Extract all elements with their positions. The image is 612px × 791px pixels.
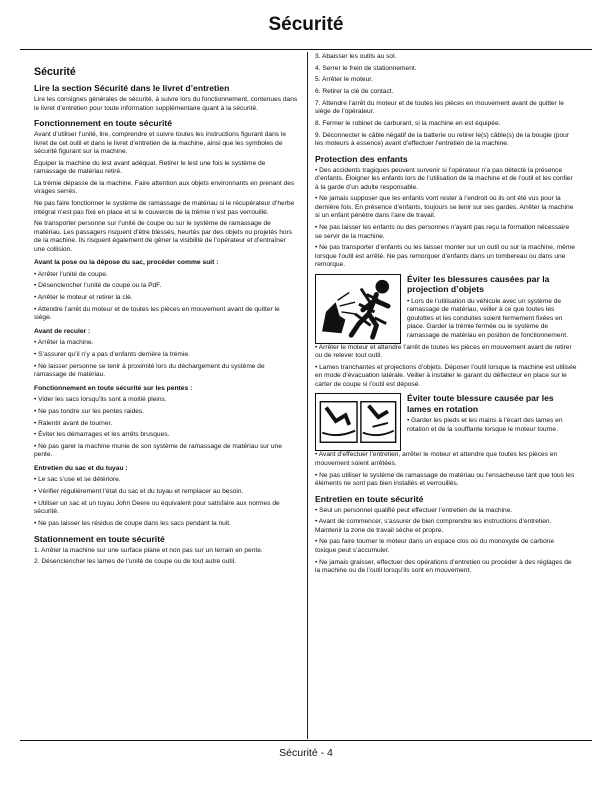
list-item: • Ne pas garer la machine munie de son système de ramassage de matériau sur une pente.	[34, 442, 282, 459]
list-item: • Utiliser un sac et un tuyau John Deere ou équivalent pour satisfaire aux normes de sécurité.	[34, 499, 280, 516]
list-item: 2. Désenclencher les lames de l’unité de coupe ou de tout autre outil.	[34, 558, 236, 566]
section-title: Sécurité	[34, 66, 76, 78]
list-item: • Avant de commencer, s’assurer de bien comprendre les instructions d’entretien. Maintenir la zone de travail sèche et propre.	[315, 518, 552, 534]
column-divider	[307, 52, 308, 739]
operation-paragraph: Équiper la machine du lest avant adéquat. Retirer le lest une fois le système de ramassage de matériau retiré.	[34, 159, 266, 176]
list-item: • Arrêter le moteur et attendre l’arrêt de toutes les pièces en mouvement avant de retirer ou de relever tout outil.	[315, 343, 572, 360]
projectile-heading: Éviter les blessures causées par la projection d’objets	[407, 273, 550, 295]
list-item: • Désenclencher l’unité de coupe ou la PdF.	[34, 282, 162, 290]
list-item: • Arrêter la machine.	[34, 339, 94, 347]
bag-heading: Avant la pose ou la dépose du sac, procéder comme suit :	[34, 259, 219, 267]
projectile-side-text: • Lors de l’utilisation du véhicule avec un système de ramassage de matériau, veiller à ce que toutes les goulottes et les conduites soient fermement fixées en place. Garder la trémie fermée ou le système de ramassage de matériau en position de fonctionnement.	[407, 297, 568, 339]
children-heading: Protection des enfants	[315, 153, 408, 164]
blade-heading: Éviter toute blessure causée par les lames en rotation	[407, 393, 554, 414]
projectile-warning	[315, 274, 577, 344]
list-item: • Le sac s’use et se détériore.	[34, 476, 121, 484]
list-item: • Ne pas utiliser le système de ramassage de matériau ou l’ensacheuse tant que tous les éléments ne sont pas bien installés et verrouillés.	[315, 471, 575, 488]
operation-heading: Fonctionnement en toute sécurité	[34, 118, 172, 128]
left-column	[34, 58, 298, 570]
operation-paragraph: Avant d’utiliser l’unité, lire, comprendre et suivre toutes les instructions figurant dans le livret de cet outil et dans le livret d’entretien de la machine, ainsi que les symboles de sécurité figurant sur la machine.	[34, 131, 287, 155]
list-item: • Vérifier régulièrement l’état du sac et du tuyau et remplacer au besoin.	[34, 488, 244, 496]
list-item: 1. Arrêter la machine sur une surface plane et non pas sur un terrain en pente.	[34, 546, 263, 554]
list-item: • Avant d’effectuer l’entretien, arrêter le moteur et attendre que toutes les pièces en mouvement soient arrêtées.	[315, 451, 558, 467]
operation-paragraph: Ne transporter personne sur l’unité de coupe ou sur le système de ramassage de matériau. Les passagers risquent d’être blessés, heurtés par des objets ou projetés hors de la machine. Ils risquent également de gêner la visibilité de l’opérateur et d’entraîner une collision.	[34, 220, 293, 253]
manual-text: Lire les consignes générales de sécurité, à suivre lors du fonctionnement, contenues dans le livret d’entretien pour toute information supplémentaire quant à la sécurité.	[34, 96, 298, 112]
projectile-hazard-icon	[315, 274, 401, 344]
page-title: Sécurité	[268, 14, 344, 35]
list-item: • Ne pas laisser les résidus de coupe dans les sacs pendant la nuit.	[34, 520, 231, 527]
title-rule	[20, 49, 592, 50]
manual-heading: Lire la section Sécurité dans le livret d’entretien	[34, 83, 230, 93]
list-item: • Des accidents tragiques peuvent survenir si l’opérateur n’a pas détecté la présence d’enfants. Éloigner les enfants lors de l’utilisation de la machine et de l’outil et les confier à la garde d’un adulte responsable.	[315, 166, 573, 191]
blade-warning	[315, 393, 577, 451]
parking-heading: Stationnement en toute sécurité	[34, 533, 165, 544]
list-item: • Attendre l’arrêt du moteur et de toutes les pièces en mouvement avant de quitter le siège.	[34, 305, 280, 322]
list-item: 9. Déconnecter le câble négatif de la batterie ou retirer le(s) câble(s) de la bougie (pour les moteurs à essence) avant d’effectuer l’entretien de la machine.	[315, 131, 570, 148]
list-item: • S’assurer qu’il n’y a pas d’enfants derrière la trémie.	[34, 351, 190, 358]
list-item: • Arrêter le moteur et retirer la clé.	[34, 294, 133, 302]
list-item: • Seul un personnel qualifié peut effectuer l’entretien de la machine.	[315, 506, 513, 514]
list-item: • Ne pas transporter d’enfants ou les laisser monter sur un outil ou sur la machine, même lorsque l’outil est arrêté. Ne pas remorquer d’enfants dans un tombereau ou dans une remorque.	[315, 244, 575, 269]
list-item: 5. Arrêter le moteur.	[315, 76, 373, 84]
page-footer: Sécurité - 4	[279, 747, 333, 759]
list-item: 8. Fermer le robinet de carburant, si la machine en est équipée.	[315, 119, 501, 127]
list-item: • Ralentir avant de tourner.	[34, 419, 113, 427]
rotating-blade-hazard-icon	[315, 393, 401, 451]
operation-paragraph: La trémie dépasse de la machine. Faire attention aux objets environnants en prenant des virages serrés.	[34, 179, 295, 196]
bottom-rule	[20, 740, 592, 741]
list-item: • Ne laisser personne se tenir à proximité lors du déchargement du système de ramassage de matériau.	[34, 362, 265, 379]
list-item: 7. Attendre l’arrêt du moteur et de toutes les pièces en mouvement avant de quitter le siège de l’opérateur.	[315, 99, 564, 116]
list-item: • Ne pas laisser les enfants ou des personnes n’ayant pas reçu la formation nécessaire se servir de la machine.	[315, 224, 570, 240]
list-item: • Ne jamais graisser, effectuer des opérations d’entretien ou procéder à des réglages de la machine ou de l’outil lorsqu’ils sont en mouvement.	[315, 558, 572, 575]
list-item: • Vider les sacs lorsqu’ils sont à moitié pleins.	[34, 396, 167, 404]
list-item: • Ne pas tondre sur les pentes raides.	[34, 407, 145, 415]
blade-side-text: • Garder les pieds et les mains à l’écart des lames en rotation et de la soufflante lorsque le moteur tourne.	[407, 417, 563, 433]
list-item: 4. Serrer le frein de stationnement.	[315, 64, 417, 72]
list-item: • Arrêter l’unité de coupe.	[34, 270, 108, 278]
list-item: • Éviter les démarrages et les arrêts brusques.	[34, 431, 170, 439]
list-item: 3. Abaisser les outils au sol.	[315, 53, 397, 60]
bag-maintenance-heading: Entretien du sac et du tuyau :	[34, 464, 128, 472]
right-column	[315, 53, 577, 579]
list-item: • Ne pas faire tourner le moteur dans un espace clos où du monoxyde de carbone toxique peut s’accumuler.	[315, 538, 555, 554]
operation-paragraph: Ne pas faire fonctionner le système de ramassage de matériau si le récupérateur d’herbe intégral n’est pas fixé en place et si le couvercle de la trémie n’est pas verrouillé.	[34, 200, 295, 216]
reverse-heading: Avant de reculer :	[34, 327, 91, 335]
list-item: 6. Retirer la clé de contact.	[315, 88, 394, 96]
service-heading: Entretien en toute sécurité	[315, 493, 424, 504]
slope-heading: Fonctionnement en toute sécurité sur les pentes :	[34, 384, 193, 392]
list-item: • Ne jamais supposer que les enfants vont rester à l’endroit où ils ont été vus pour la dernière fois. En présence d’enfants, toujours se tenir sur ses gardes. Arrêter la machine si un enfant pénètre dans l’aire de travail.	[315, 195, 574, 220]
list-item: • Lames tranchantes et projections d’objets. Déposer l’outil lorsque la machine est utilisée en mode d’évacuation latérale. Veiller à installer le garant du déflecteur en place sur le carter de coupe si l’outil est déposé.	[315, 363, 577, 388]
